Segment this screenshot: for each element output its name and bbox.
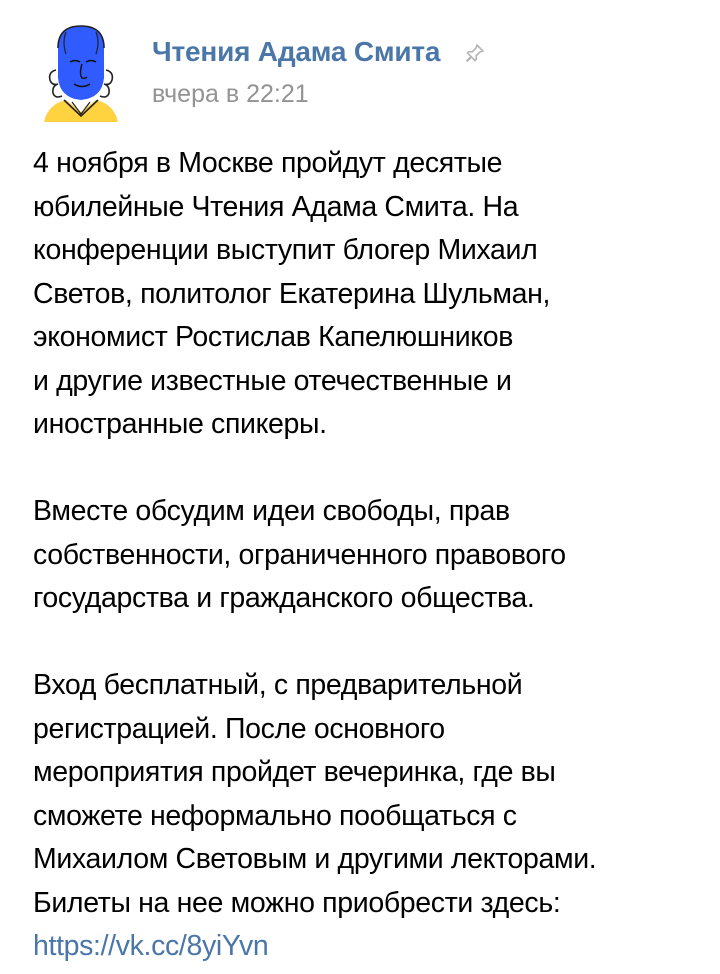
adam-smith-portrait-icon[interactable]: [36, 18, 126, 122]
text-line: Светов, политолог Екатерина Шульман,: [33, 277, 551, 310]
text-line: сможете неформально пообщаться с: [33, 799, 517, 832]
post-author-name[interactable]: Чтения Адама Смита: [152, 36, 441, 67]
text-line: регистрацией. После основного: [33, 712, 445, 745]
text-line: юбилейные Чтения Адама Смита. На: [33, 190, 519, 223]
text-line: иностранные спикеры.: [33, 408, 327, 440]
post-text: [33, 142, 693, 969]
text-line: мероприятия пройдет вечеринка, где вы: [33, 756, 556, 788]
pin-icon: [464, 42, 486, 64]
text-line: 4 ноября в Москве пройдут десятые: [33, 147, 503, 179]
text-line: экономист Ростислав Капелюшников: [33, 321, 514, 353]
text-line: конференции выступит блогер Михаил: [33, 234, 538, 266]
text-line: и другие известные отечественные и: [33, 364, 512, 397]
text-line: Михаилом Световым и другими лекторами.: [33, 843, 597, 875]
text-line: Вместе обсудим идеи свободы, прав: [33, 495, 510, 527]
post-paragraph: [33, 664, 693, 969]
post-link[interactable]: https://vk.cc/8yiYvn: [33, 930, 269, 962]
post-paragraph: [33, 142, 693, 447]
text-line: Билеты на нее можно приобрести здесь:: [33, 886, 561, 919]
text-line: собственности, ограниченного правового: [33, 538, 566, 571]
text-line: Вход бесплатный, с предварительной: [33, 669, 523, 701]
post-timestamp[interactable]: вчера в 22:21: [152, 80, 309, 108]
text-line: государства и гражданского общества.: [33, 582, 535, 614]
post-paragraph: [33, 490, 693, 621]
post-header: [0, 0, 720, 130]
